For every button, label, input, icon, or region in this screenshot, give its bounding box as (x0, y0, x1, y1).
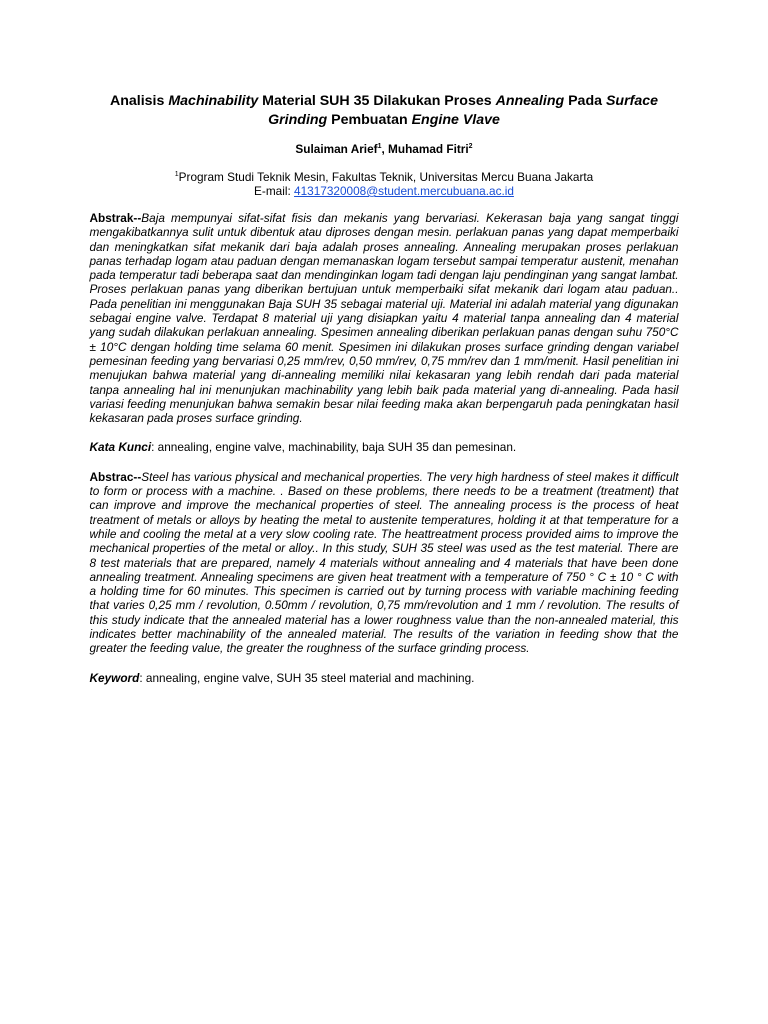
keyword-label: Keyword (89, 670, 140, 685)
author-list (0, 142, 768, 157)
title-part: Pembuatan (327, 112, 412, 128)
title-part-italic: Annealing (495, 93, 565, 109)
title-part: Material SUH 35 Dilakukan Proses (258, 93, 496, 109)
author-name: Muhamad Fitri (388, 142, 469, 156)
title-part-italic: Engine Vlave (411, 112, 500, 128)
keyword-paragraph (90, 671, 679, 685)
title-part: Analisis (109, 93, 169, 109)
author-affiliation-mark: 2 (468, 143, 473, 151)
abstrak-text: Baja mempunyai sifat-sifat fisis dan mekanis yang bervariasi. Kekerasan baja yang sangat tinggi mengakibatkannya sulit untuk dibentuk atau diproses dengan mesin. perlakuan panas yang dapat memperbaiki dan meningkatkan sifat mekanik dari baja adalah proses annealing. Annealing merupakan proses perlakuan panas terhadap logam atau paduan dengan memanaskan logam tersebut sampai temperatur austenit, menahan pada temperatur tadi beberapa saat dan mendinginkan logam tadi dengan laju pendinginan yang sangat lambat. Proses perlakuan panas yang diberikan bertujuan untuk memperbaiki sifat mekanik dari logam atau paduan.. Pada penelitian ini menggunakan Baja SUH 35 sebagai material uji. Material ini adalah material yang digunakan sebagai engine valve. Terdapat 8 material uji yang disiapkan yaitu 4 material tanpa annealing dan 4 material yang sudah dilakukan perlakuan annealing. Spesimen annealing diberikan perlakuan panas dengan suhu 750°C ± 10°C dengan holding time selama 60 menit. Spesimen ini dilakukan proses surface grinding dengan variabel pemesinan feeding yang bervariasi 0,25 mm/rev, 0,50 mm/rev, 0,75 mm/rev dan 1 mm/menit. Hasil penelitian ini menujukan bahwa material yang di-annealing memiliki nilai kekasaran yang lebih rendah dari pada material tanpa annealing hal ini menunjukan machinability yang lebih baik pada material yang di-annealing. Pada hasil variasi feeding menunjukan bahwa semakin besar nilai feeding maka akan berpengaruh pada peningkatan hasil kekasaran pada proses surface grinding. (89, 211, 679, 426)
kata-kunci-label: Kata Kunci (89, 440, 152, 455)
abstrak-label: Abstrak-- (89, 211, 142, 225)
kata-kunci-paragraph (90, 440, 679, 454)
affiliation-text: Program Studi Teknik Mesin, Fakultas Teknik, Universitas Mercu Buana Jakarta (178, 170, 594, 184)
paper-title (84, 92, 684, 130)
abstract-text: Steel has various physical and mechanical properties. The very high hardness of steel makes it difficult to form or process with a machine. . Based on these problems, there needs to be a treatment (treatment) that can improve and improve the mechanical properties of steel. The annealing process is the process of heat treatment of metals or alloys by heating the metal to austenite temperatures, holding it at that temperature for a while and cooling the metal at a very slow cooling rate. The heattreatment process provided aims to improve the mechanical properties of the metal or alloy.. In this study, SUH 35 steel was used as the test material. There are 8 test materials that are prepared, namely 4 materials without annealing and 4 materials that have been done annealing treatment. Annealing specimens are given heat treatment with a temperature of 750 ° C ± 10 ° C with a holding time for 60 minutes. This specimen is carried out by turning process with variable machining feeding that varies 0,25 mm / revolution, 0.50mm / revolution, 0,75 mm/revolution and 1 mm / revolution. The results of this study indicate that the annealed material has a lower roughness value than the non-annealed material, this indicates better machinability of the annealed material. The results of the variation in feeding show that the greater the feeding value, the greater the roughness of the surface grinding process. (89, 469, 679, 656)
title-part-italic: Surface Grinding (268, 93, 658, 128)
abstrak-paragraph (90, 211, 679, 425)
author-separator: , (381, 142, 389, 156)
abstract-label: Abstrac-- (89, 469, 142, 484)
title-part-italic: Machinability (168, 93, 259, 109)
author-name: Sulaiman Arief (295, 142, 378, 156)
affiliation-mark: 1 (174, 171, 179, 179)
kata-kunci-text: : annealing, engine valve, machinability, baja SUH 35 dan pemesinan. (151, 440, 517, 455)
keyword-text: : annealing, engine valve, SUH 35 steel material and machining. (139, 670, 475, 685)
title-part: Pada (564, 93, 606, 109)
author-affiliation-mark: 1 (377, 143, 382, 151)
affiliation (0, 170, 768, 184)
email-label: E-mail: (254, 184, 295, 198)
email-line (0, 184, 768, 198)
abstract-paragraph (90, 470, 679, 656)
email-link[interactable]: 41317320008@student.mercubuana.ac.id (294, 184, 514, 198)
